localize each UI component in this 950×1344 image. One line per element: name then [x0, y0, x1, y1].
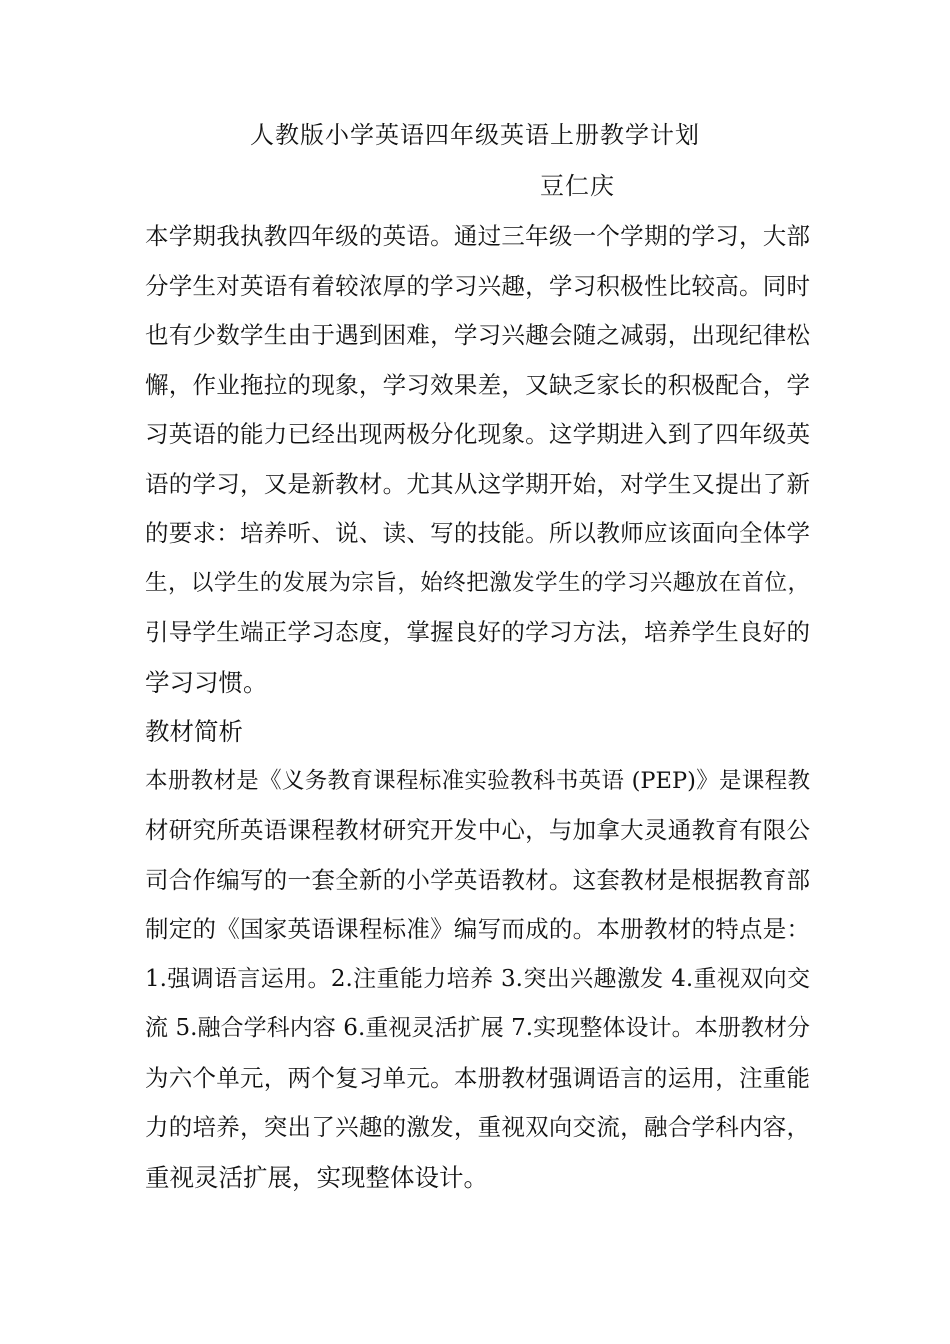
paragraph-line: 懈，作业拖拉的现象，学习效果差，又缺乏家长的积极配合，学: [145, 370, 810, 399]
paragraph-line: 司合作编写的一套全新的小学英语教材。这套教材是根据教育部: [145, 865, 810, 894]
paragraph-line: 流 5.融合学科内容 6.重视灵活扩展 7.实现整体设计。本册教材分: [145, 1015, 810, 1041]
paragraph-line: 语的学习，又是新教材。尤其从这学期开始，对学生又提出了新: [145, 469, 810, 498]
paragraph-line: 为六个单元，两个复习单元。本册教材强调语言的运用，注重能: [145, 1063, 810, 1092]
paragraph-line: 重视灵活扩展，实现整体设计。: [145, 1162, 488, 1192]
paragraph-line: 引导学生端正学习态度，掌握良好的学习方法，培养学生良好的: [145, 618, 810, 646]
document-title: 人教版小学英语四年级英语上册教学计划: [250, 121, 700, 149]
paragraph-line: 力的培养，突出了兴趣的激发，重视双向交流，融合学科内容，: [145, 1113, 810, 1141]
paragraph-line: 学习习惯。: [145, 667, 268, 697]
document-author: 豆仁庆: [540, 172, 615, 200]
paragraph-line: 制定的《国家英语课程标准》编写而成的。本册教材的特点是：: [145, 915, 810, 943]
paragraph-line: 材研究所英语课程教材研究开发中心，与加拿大灵通教育有限公: [145, 816, 810, 844]
paragraph-line: 1.强调语言运用。2.注重能力培养 3.突出兴趣激发 4.重视双向交: [145, 965, 810, 992]
paragraph-line: 习英语的能力已经出现两极分化现象。这学期进入到了四年级英: [145, 420, 810, 448]
paragraph-line: 生，以学生的发展为宗旨，始终把激发学生的学习兴趣放在首位，: [145, 569, 810, 596]
paragraph-line: 本册教材是《义务教育课程标准实验教科书英语 (PEP)》是课程教: [145, 767, 810, 794]
section-heading: 教材简析: [145, 717, 243, 746]
paragraph-line: 的要求：培养听、说、读、写的技能。所以教师应该面向全体学: [145, 519, 810, 547]
document-body: [145, 212, 810, 1202]
paragraph-line: 分学生对英语有着较浓厚的学习兴趣，学习积极性比较高。同时: [145, 271, 810, 300]
paragraph-line: 也有少数学生由于遇到困难，学习兴趣会随之减弱，出现纪律松: [145, 321, 810, 349]
paragraph-line: 本学期我执教四年级的英语。通过三年级一个学期的学习，大部: [145, 222, 810, 250]
